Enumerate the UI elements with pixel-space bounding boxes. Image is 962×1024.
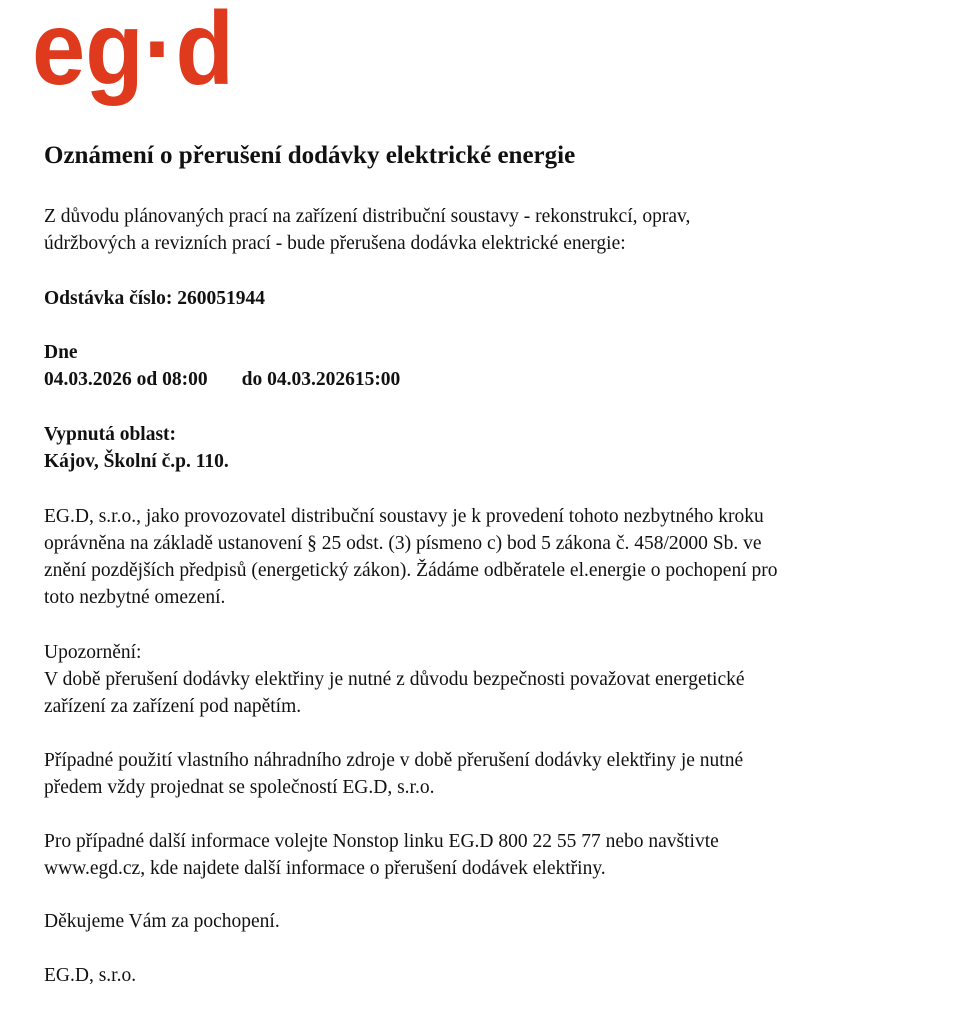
text-line: zařízení za zařízení pod napětím.	[44, 696, 302, 717]
date-label: Dne	[44, 342, 78, 363]
text-line: údržbových a revizních prací - bude přerušena dodávka elektrické energie:	[44, 233, 626, 254]
area-section	[44, 421, 229, 475]
page-title: Oznámení o přerušení dodávky elektrické energie	[44, 142, 576, 169]
text-line: Pro případné další informace volejte Nonstop linku EG.D 800 22 55 77 nebo navštivte	[44, 831, 719, 852]
svg-text:eg·d: eg·d	[32, 0, 234, 107]
info-paragraph	[44, 828, 719, 882]
area-value: Kájov, Školní č.p. 110.	[44, 451, 229, 472]
intro-paragraph	[44, 203, 690, 257]
text-line: V době přerušení dodávky elektřiny je nutné z důvodu bezpečnosti považovat energetické	[44, 669, 745, 690]
backup-paragraph	[44, 747, 743, 801]
date-range	[44, 366, 400, 393]
outage-number: Odstávka číslo: 260051944	[44, 288, 266, 309]
text-line: oprávněna na základě ustanovení § 25 odst. (3) písmeno c) bod 5 zákona č. 458/2000 Sb. ve	[44, 533, 762, 554]
text-line: toto nezbytné omezení.	[44, 587, 226, 608]
text-line: www.egd.cz, kde najdete další informace o přerušení dodávek elektřiny.	[44, 858, 606, 879]
text-line: předem vždy projednat se společností EG.D, s.r.o.	[44, 777, 435, 798]
text-line: EG.D, s.r.o., jako provozovatel distribuční soustavy je k provedení tohoto nezbytného kroku	[44, 506, 764, 527]
thanks-text: Děkujeme Vám za pochopení.	[44, 911, 280, 932]
area-label: Vypnutá oblast:	[44, 424, 177, 445]
date-section	[44, 339, 400, 393]
warning-label: Upozornění:	[44, 642, 142, 663]
date-from: 04.03.2026 od 08:00	[44, 369, 208, 390]
egd-logo	[28, 0, 248, 112]
text-line: Případné použití vlastního náhradního zdroje v době přerušení dodávky elektřiny je nutné	[44, 750, 744, 771]
date-to: do 04.03.202615:00	[241, 369, 401, 390]
warning-paragraph	[44, 639, 745, 720]
text-line: Z důvodu plánovaných prací na zařízení distribuční soustavy - rekonstrukcí, oprav,	[44, 206, 691, 227]
text-line: znění pozdějších předpisů (energetický zákon). Žádáme odběratele el.energie o pochopení pro	[44, 560, 778, 581]
legal-paragraph	[44, 503, 777, 611]
signature: EG.D, s.r.o.	[44, 965, 137, 986]
